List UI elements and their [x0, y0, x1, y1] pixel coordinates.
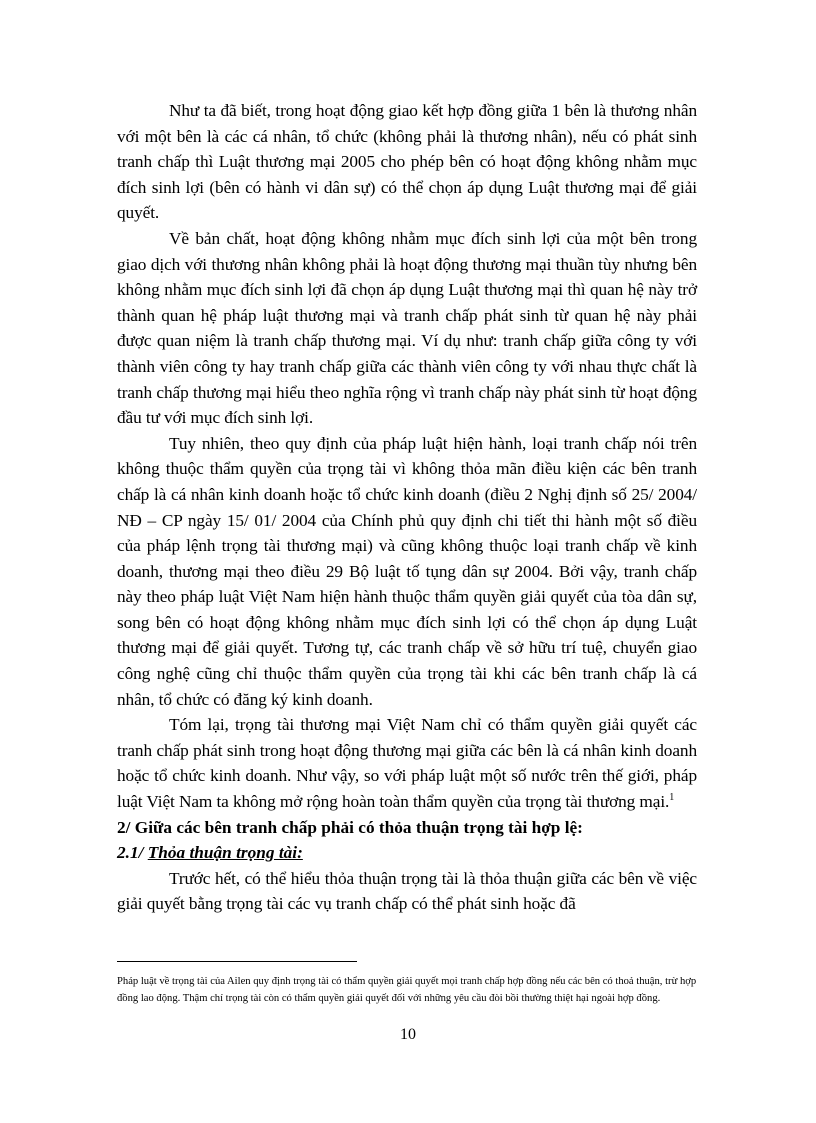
- section-heading: 2/ Giữa các bên tranh chấp phải có thỏa thuận trọng tài hợp lệ:: [117, 817, 583, 837]
- page-number: 10: [400, 1026, 416, 1043]
- body-text: [117, 98, 697, 917]
- paragraph-4: [117, 712, 697, 814]
- paragraph-5: Trước hết, có thể hiểu thỏa thuận trọng tài là thỏa thuận giữa các bên về việc giải quyết bằng trọng tài các vụ tranh chấp có thể phát sinh hoặc đã: [117, 868, 697, 914]
- footnote-separator: [117, 961, 357, 962]
- subsection-number: 2.1/: [117, 843, 148, 863]
- paragraph-3: Tuy nhiên, theo quy định của pháp luật hiện hành, loại tranh chấp nói trên không thuộc thẩm quyền của trọng tài vì không thỏa mãn điều kiện các bên tranh chấp là cá nhân kinh doanh hoặc tổ chức kinh doanh (điều 2 Nghị định số 25/ 2004/ NĐ – CP ngày 15/ 01/ 2004 của Chính phủ quy định chi tiết thi hành một số điều của pháp lệnh trọng tài thương mại) và cũng không thuộc loại tranh chấp về kinh doanh, thương mại theo điều 29 Bộ luật tố tụng dân sự 2004. Bởi vậy, tranh chấp này theo pháp luật Việt Nam hiện hành thuộc thẩm quyền giải quyết của tòa dân sự, song bên có hoạt động không nhằm mục đích sinh lợi có thể chọn áp dụng Luật thương mại để giải quyết. Tương tự, các tranh chấp về sở hữu trí tuệ, chuyển giao công nghệ cũng chỉ thuộc thẩm quyền của trọng tài khi các bên tranh chấp là cá nhân, tổ chức có đăng ký kinh doanh.: [117, 433, 697, 709]
- footnote-reference[interactable]: 1: [669, 792, 675, 804]
- paragraph-2: Về bản chất, hoạt động không nhằm mục đích sinh lợi của một bên trong giao dịch với thương nhân không phải là hoạt động thương mại thuần tùy nhưng bên không nhằm mục đích sinh lợi đã chọn áp dụng Luật thương mại thì quan hệ này trở thành quan hệ pháp luật thương mại và tranh chấp phát sinh từ quan hệ này phải được quan niệm là tranh chấp thương mại. Ví dụ như: tranh chấp giữa công ty với thành viên công ty hay tranh chấp giữa các thành viên công ty với nhau thực chất là tranh chấp thương mại hiểu theo nghĩa rộng vì tranh chấp này phát sinh từ hoạt động đầu tư với mục đích sinh lợi.: [117, 228, 697, 428]
- subsection-heading: [117, 840, 697, 866]
- subsection-title: Thỏa thuận trọng tài:: [147, 843, 303, 863]
- paragraph-4-text: Tóm lại, trọng tài thương mại Việt Nam chỉ có thẩm quyền giải quyết các tranh chấp phát sinh trong hoạt động thương mại giữa các bên là cá nhân kinh doanh hoặc tổ chức kinh doanh. Như vậy, so với pháp luật một số nước trên thế giới, pháp luật Việt Nam ta không mở rộng hoàn toàn thẩm quyền của trọng tài thương mại.: [117, 715, 697, 812]
- paragraph-1: Như ta đã biết, trong hoạt động giao kết hợp đồng giữa 1 bên là thương nhân với một bên là các cá nhân, tổ chức (không phải là thương nhân), nếu có phát sinh tranh chấp thì Luật thương mại 2005 cho phép bên có hoạt động không nhằm mục đích sinh lợi (bên có hành vi dân sự) có thể chọn áp dụng Luật thương mại để giải quyết.: [117, 101, 697, 223]
- footnote: Pháp luật về trọng tài của Ailen quy định trọng tài có thẩm quyền giải quyết mọi tranh chấp hợp đồng nếu các bên có thoả thuận, trừ hợp đồng lao động. Thậm chí trọng tài còn có thẩm quyền giải quyết đối với những yêu cầu đòi bồi thường thiệt hại ngoài hợp đồng.: [117, 976, 697, 1004]
